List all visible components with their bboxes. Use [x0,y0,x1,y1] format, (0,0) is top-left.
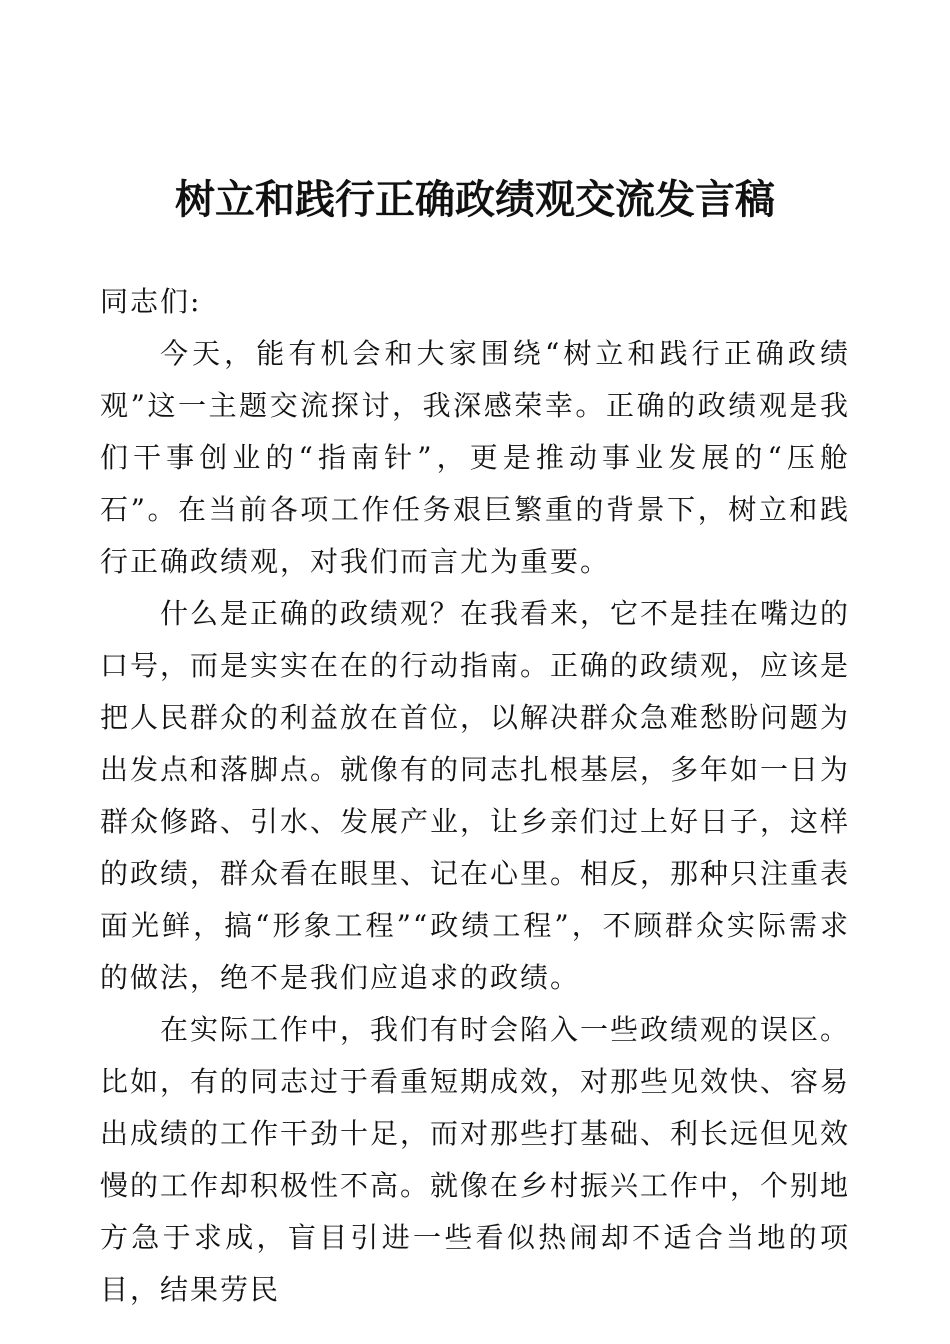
document-body [100,276,850,1316]
paragraph-1: 今天，能有机会和大家围绕“树立和践行正确政绩观”这一主题交流探讨，我深感荣幸。正确的政绩观是我们干事创业的“指南针”，更是推动事业发展的“压舱石”。在当前各项工作任务艰巨繁重的背景下，树立和践行正确政绩观，对我们而言尤为重要。 [100,337,850,578]
salutation: 同志们: [100,285,202,318]
document-title: 树立和践行正确政绩观交流发言稿 [175,176,775,223]
paragraph-2: 什么是正确的政绩观？在我看来，它不是挂在嘴边的口号，而是实实在在的行动指南。正确的政绩观，应该是把人民群众的利益放在首位，以解决群众急难愁盼问题为出发点和落脚点。就像有的同志扎根基层，多年如一日为群众修路、引水、发展产业，让乡亲们过上好日子，这样的政绩，群众看在眼里、记在心里。相反，那种只注重表面光鲜，搞“形象工程”“政绩工程”，不顾群众实际需求的做法，绝不是我们应追求的政绩。 [100,597,851,994]
paragraph-3: 在实际工作中，我们有时会陷入一些政绩观的误区。比如，有的同志过于看重短期成效，对那些见效快、容易出成绩的工作干劲十足，而对那些打基础、利长远但见效慢的工作却积极性不高。就像在乡村振兴工作中，个别地方急于求成，盲目引进一些看似热闹却不适合当地的项目，结果劳民 [100,1013,851,1306]
